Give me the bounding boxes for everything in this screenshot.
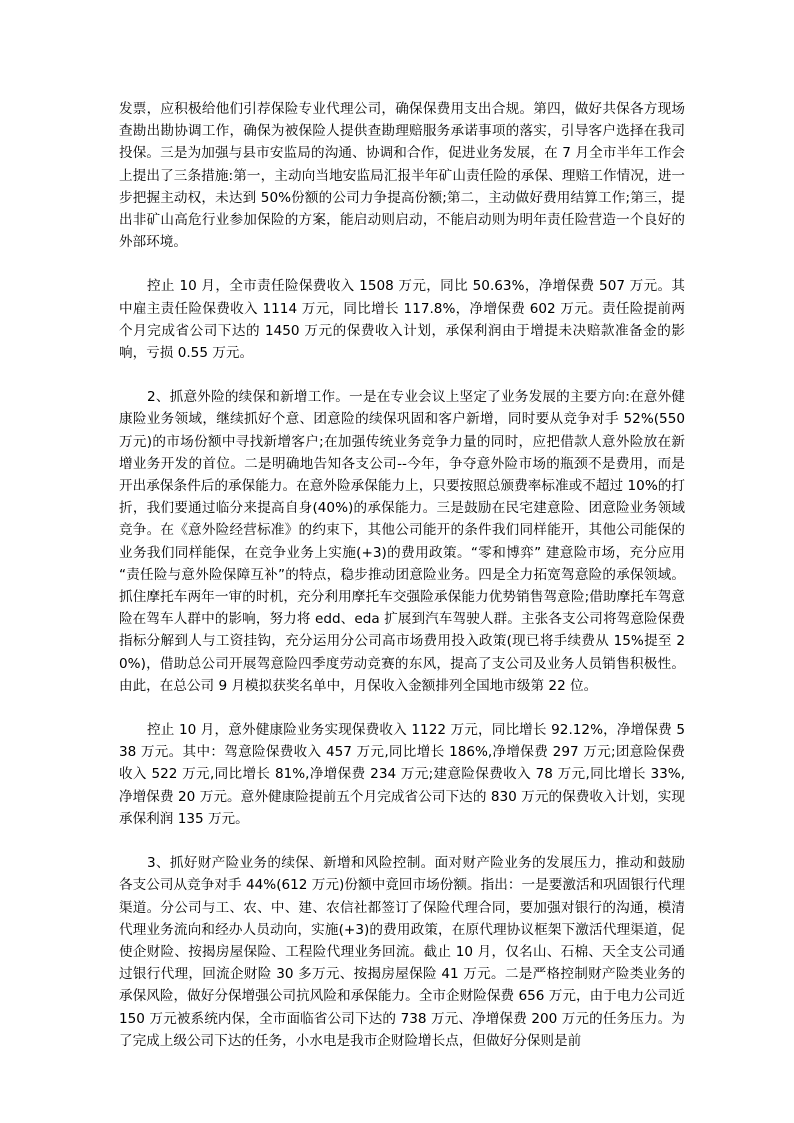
paragraph-accident-insurance-work: 2、抓意外险的续保和新增工作。一是在专业会议上坚定了业务发展的主要方向:在意外健康险业务领域，继续抓好个意、团意险的续保巩固和客户新增，同时要从竞争对手 52%(550 万元)的市场份额中寻找新增客户;在加强传统业务竞争力量的同时，应把借款人意外险放在新增业务开发的首位。二是明确地告知各支公司--今年，争夺意外险市场的瓶颈不是费用，而是开出承保条件后的承保能力。在意外险承保能力上，只要按照总颁费率标准或不超过 10%的打折，我们要通过临分来提高自身(40%)的承保能力。三是鼓励在民宅建意险、团意险业务领域竞争。在《意外险经营标准》的约束下，其他公司能开的条件我们同样能开，其他公司能保的业务我们同样能保，在竞争业务上实施(+3)的费用政策。“零和博弈” 建意险市场，充分应用 “责任险与意外险保障互补”的特点，稳步推动团意险业务。四是全力拓宽驾意险的承保领域。抓住摩托车两年一审的时机，充分利用摩托车交强险承保能力优势销售驾意险;借助摩托车驾意险在驾车人群中的影响，努力将 edd、eda 扩展到汽车驾驶人群。主张各支公司将驾意险保费指标分解到人与工资挂钩，充分运用分公司高市场费用投入政策(现已将手续费从 15%提至 20%)，借助总公司开展驾意险四季度劳动竞赛的东风，提高了支公司及业务人员销售积极性。由此，在总公司 9 月模拟获奖名单中，月保收入金额排列全国地市级第 22 位。 (119, 389, 685, 694)
document-page (119, 98, 685, 1052)
paragraph-property-insurance-work: 3、抓好财产险业务的续保、新增和风险控制。面对财产险业务的发展压力，推动和鼓励各支公司从竞争对手 44%(612 万元)份额中竟回市场份额。指出：一是要激活和巩固银行代理渠道。分公司与工、农、中、建、农信社都签订了保险代理合同，要加强对银行的沟通，模清代理业务流向和经办人员动向，实施(+3)的费用政策，在原代理协议框架下激活代理渠道，促使企财险、按揭房屋保险、工程险代理业务回流。截止 10 月，仅名山、石棉、天全支公司通过银行代理，回流企财险 30 多万元、按揭房屋保险 41 万元。二是严格控制财产险类业务的承保风险，做好分保增强公司抗风险和承保能力。全市企财险保费 656 万元，由于电力公司近 150 万元被系统内保，全市面临省公司下达的 738 万元、净增保费 200 万元的任务压力。为了完成上级公司下达的任务，小水电是我市企财险增长点，但做好分保则是前 (119, 855, 685, 1049)
paragraph-accident-health-results: 控止 10 月，意外健康险业务实现保费收入 1122 万元，同比增长 92.12%，净增保费 538 万元。其中：驾意险保费收入 457 万元,同比增长 186%,净增保费 297 万元;团意险保费收入 522 万元,同比增长 81%,净增保费 234 万元;建意险保费收入 78 万元,同比增长 33%,净增保费 20 万元。意外健康险提前五个月完成省公司下达的 830 万元的保费收入计划，实现承保利润 135 万元。 (119, 722, 685, 827)
paragraph-liability-results: 控止 10 月，全市责任险保费收入 1508 万元，同比 50.63%，净增保费 507 万元。其中雇主责任险保费收入 1114 万元，同比增长 117.8%，净增保费 602 万元。责任险提前两个月完成省公司下达的 1450 万元的保费收入计划，承保利润由于增提未决赔款准备金的影响，亏损 0.55 万元。 (119, 278, 685, 362)
paragraph-measures-continuation: 发票，应积极给他们引荐保险专业代理公司，确保保费用支出合规。第四，做好共保各方现场查勘出勘协调工作，确保为被保险人提供查勘理赔服务承诺事项的落实，引导客户选择在我司投保。三是为加强与县市安监局的沟通、协调和合作，促进业务发展，在 7 月全市半年工作会上提出了三条措施:第一，主动向当地安监局汇报半年矿山责任险的承保、理赔工作情况，进一步把握主动权，未达到 50%份额的公司力争提高份额;第二，主动做好费用结算工作;第三，提出非矿山高危行业参加保险的方案，能启动则启动，不能启动则为明年责任险营造一个良好的外部环境。 (119, 101, 685, 251)
